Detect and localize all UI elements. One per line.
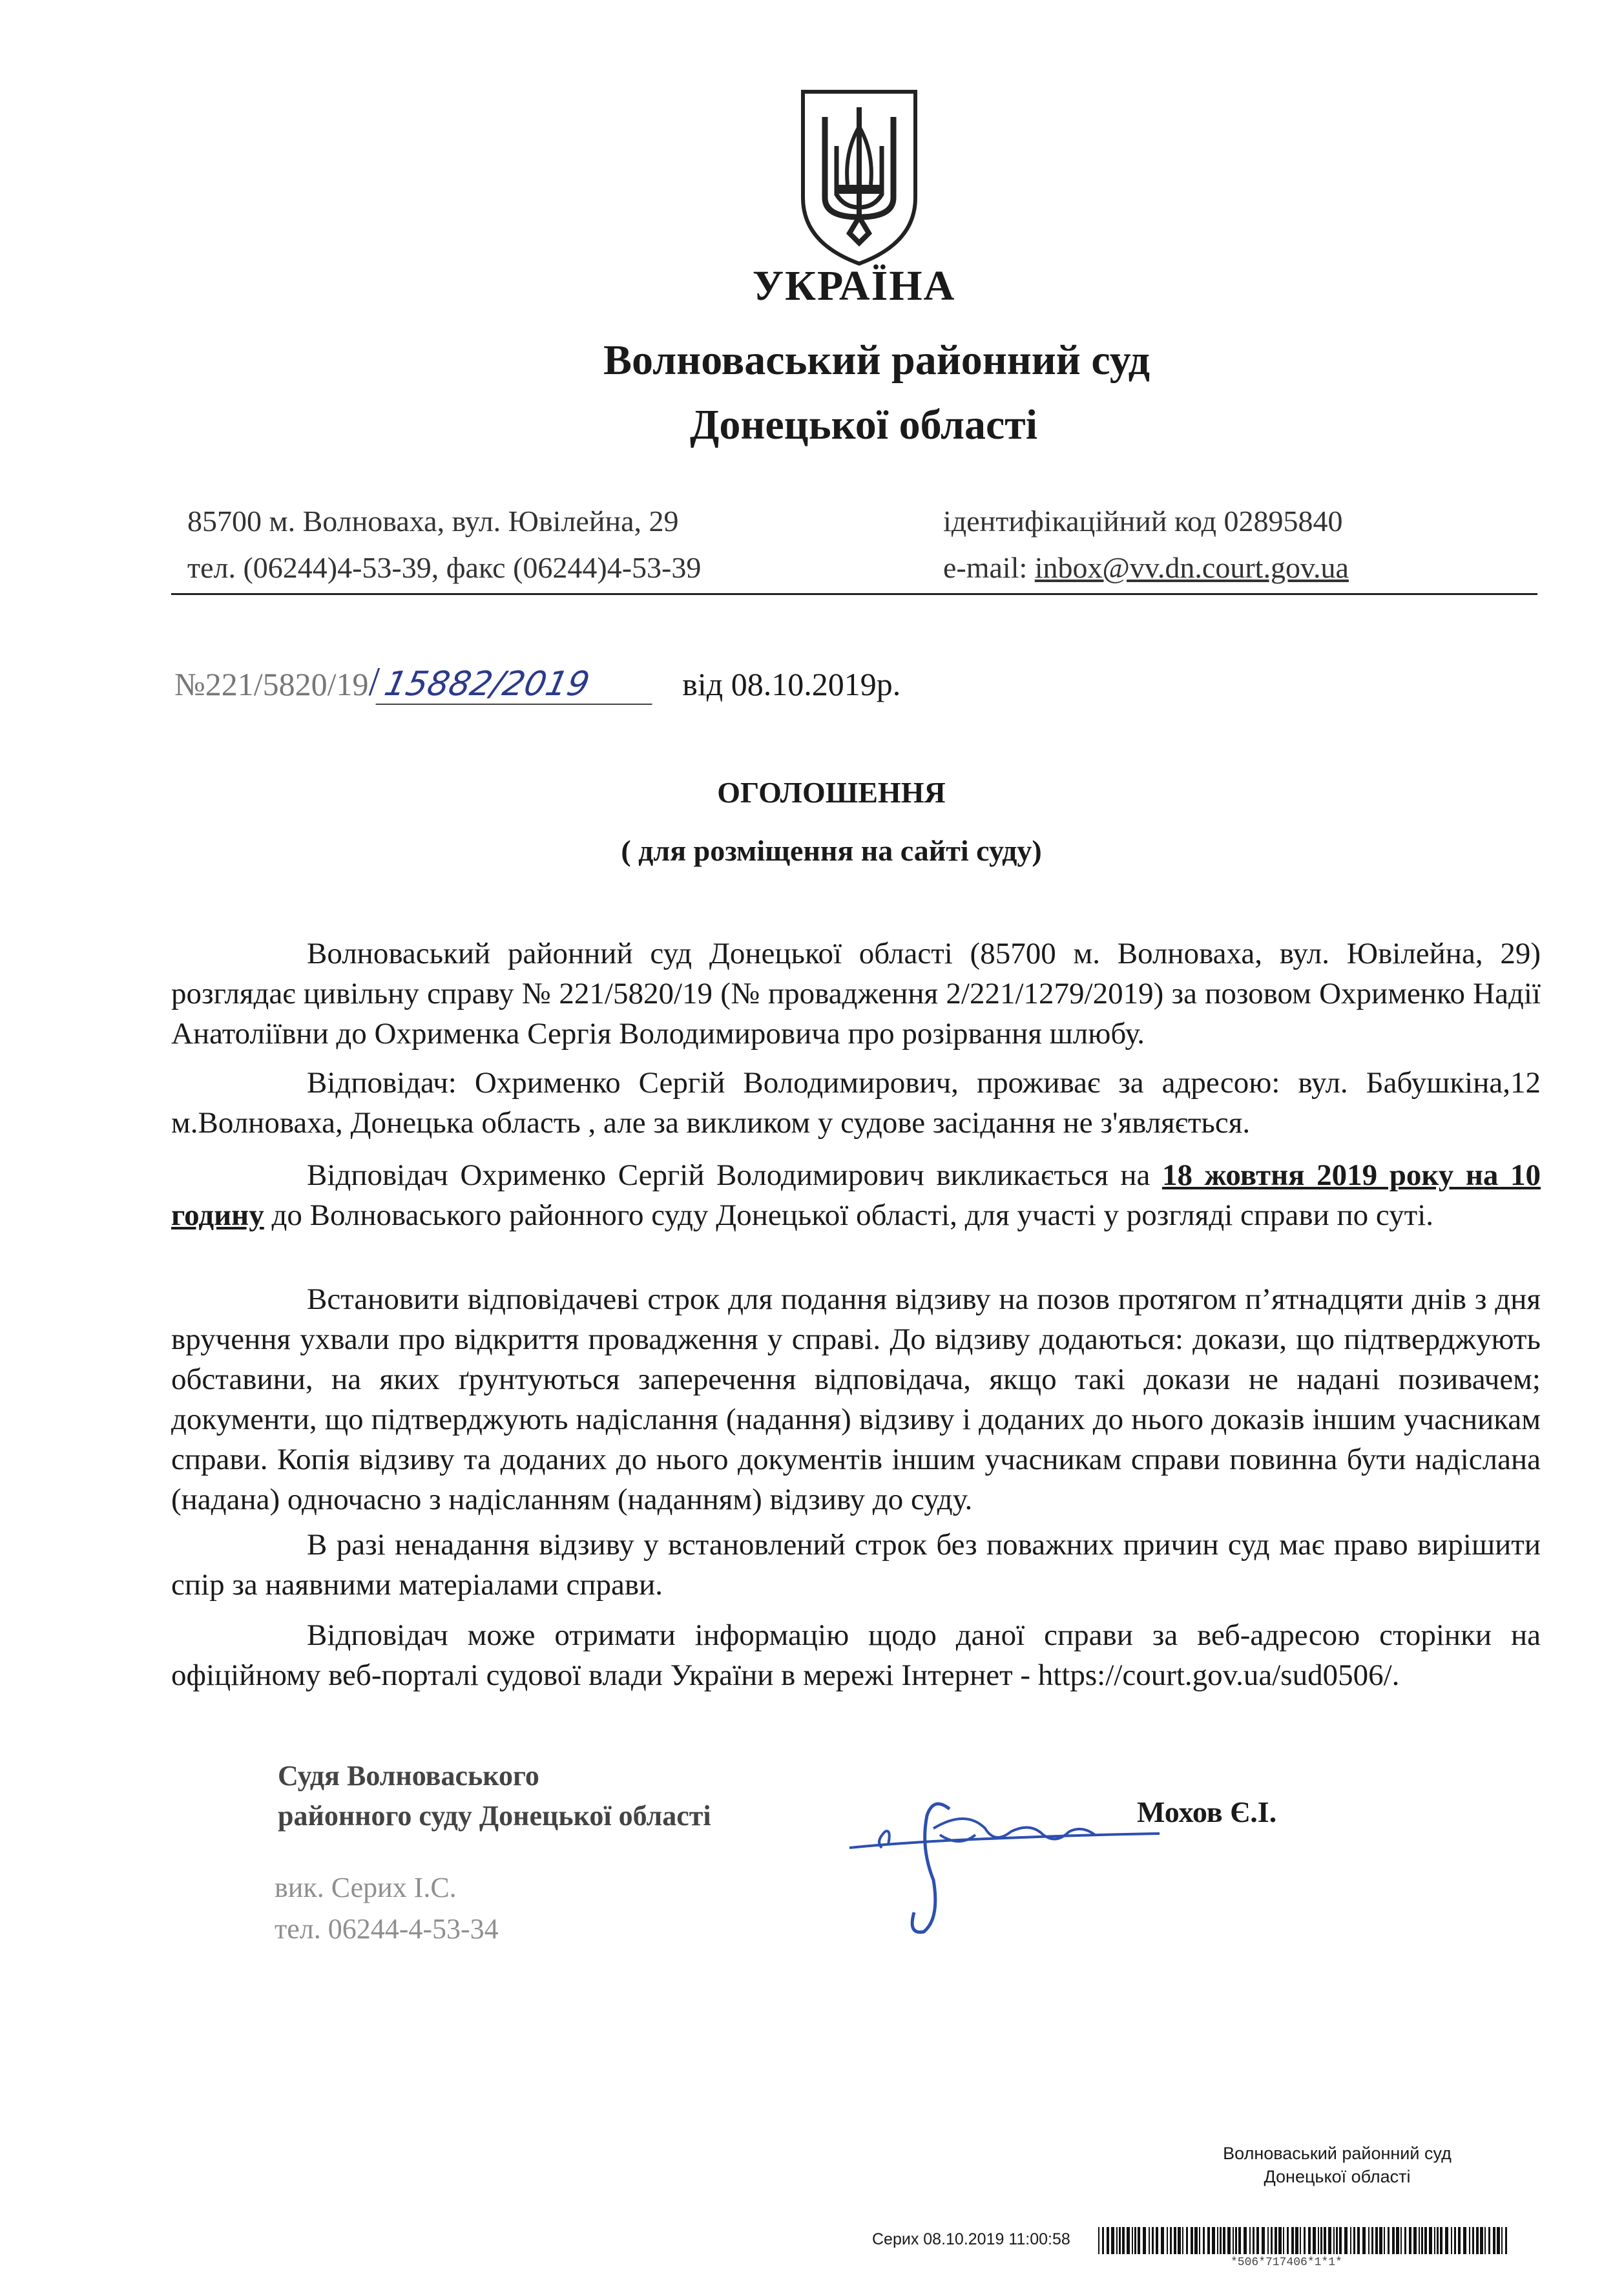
barcode-icon bbox=[1098, 2227, 1512, 2254]
reference-number: №221/5820/19 bbox=[174, 666, 369, 702]
court-address: 85700 м. Волноваха, вул. Ювілейна, 29 bbox=[187, 505, 679, 538]
reference-date: від 08.10.2019р. bbox=[682, 666, 901, 702]
executor-name: вик. Серих І.С. bbox=[275, 1872, 457, 1903]
email-link[interactable]: inbox@vv.dn.court.gov.ua bbox=[1034, 551, 1349, 584]
email-label: e-mail: bbox=[943, 551, 1035, 584]
scan-info: Серих 08.10.2019 11:00:58 bbox=[872, 2230, 1070, 2248]
header-divider bbox=[171, 593, 1537, 595]
paragraph-consequences: В разі ненадання відзиву у встановлений строк без поважних причин суд має право вирішити спір за наявними матеріалами справи. bbox=[171, 1528, 1541, 1602]
paragraph-web-info: Відповідач може отримати інформацію щодо даної справи за веб-адресою сторінки на офіційному веб-порталі судової влади України в мережі Інтернет - https://court.gov.ua/sud0506/. bbox=[171, 1618, 1541, 1692]
judge-title-line-1: Судя Волноваського bbox=[278, 1760, 539, 1792]
court-email bbox=[943, 550, 1349, 585]
paragraph-defendant-address: Відповідач: Охрименко Сергій Володимирович, проживає за адресою: вул. Бабушкіна,12 м.Волноваха, Донецька область , але за викликом у судове засідання не з'являється. bbox=[171, 1066, 1541, 1140]
document-subtitle: ( для розміщення на сайті суду) bbox=[621, 834, 1042, 867]
handwritten-registration-number: 15882/2019 bbox=[376, 665, 661, 705]
hearing-date: 18 жовтня 2019 року на 10 годину bbox=[171, 1158, 1541, 1232]
reference-line bbox=[174, 658, 900, 706]
stamp-court-name: Волноваський районний суд bbox=[1223, 2144, 1452, 2163]
stamp-court-region: Донецької області bbox=[1264, 2167, 1411, 2186]
judge-name: Мохов Є.І. bbox=[1137, 1795, 1277, 1828]
paragraph-response-deadline: Встановити відповідачеві строк для подання відзиву на позов протягом п’ятнадцяти днів з дня вручення ухвали про відкриття провадження у справі. До відзиву додаються: докази, що підтверджують обставини, на яких ґрунтуються заперечення відповідача, якщо такі докази не надані позивачем; документи, що підтверджують надіслання (надання) відзиву і доданих до нього доказів іншим учасникам справи. Копія відзиву та доданих до нього документів іншим учасникам справи повинна бути надіслана (надана) одночасно з надісланням (наданням) відзиву до суду. bbox=[171, 1282, 1541, 1516]
summons-text-end: до Волноваського районного суду Донецької області, для участі у розгляді справи по суті. bbox=[264, 1198, 1433, 1232]
paragraph-summons bbox=[171, 1155, 1541, 1235]
summons-text-start: Відповідач Охрименко Сергій Володимирович викликається на bbox=[307, 1158, 1162, 1192]
document-title: ОГОЛОШЕННЯ bbox=[717, 776, 946, 809]
reference-separator: / bbox=[368, 658, 380, 704]
paragraph-case-info: Волноваський районний суд Донецької області (85700 м. Волноваха, вул. Ювілейна, 29) розглядає цивільну справу № 221/5820/19 (№ провадження 2/221/1279/2019) за позовом Охрименко Надії Анатоліївни до Охрименка Сергія Володимировича про розірвання шлюбу. bbox=[171, 937, 1541, 1051]
court-name: Волноваський районний суд bbox=[603, 337, 1150, 384]
barcode-text: *506*717406*1*1* bbox=[1231, 2256, 1342, 2269]
trident-coat-of-arms-icon bbox=[799, 88, 919, 267]
court-phone-fax: тел. (06244)4-53-39, факс (06244)4-53-39 bbox=[187, 551, 702, 584]
country-title: УКРАЇНА bbox=[752, 262, 956, 309]
judge-title bbox=[278, 1756, 711, 1836]
judge-title-line-2: районного суду Донецької області bbox=[278, 1800, 711, 1832]
judge-signature bbox=[837, 1770, 1172, 1938]
court-id-code: ідентифікаційний код 02895840 bbox=[943, 505, 1343, 538]
court-region: Донецької області bbox=[689, 401, 1038, 448]
executor-info bbox=[275, 1867, 499, 1950]
executor-phone: тел. 06244-4-53-34 bbox=[275, 1913, 499, 1945]
registration-stamp bbox=[1198, 2142, 1476, 2188]
